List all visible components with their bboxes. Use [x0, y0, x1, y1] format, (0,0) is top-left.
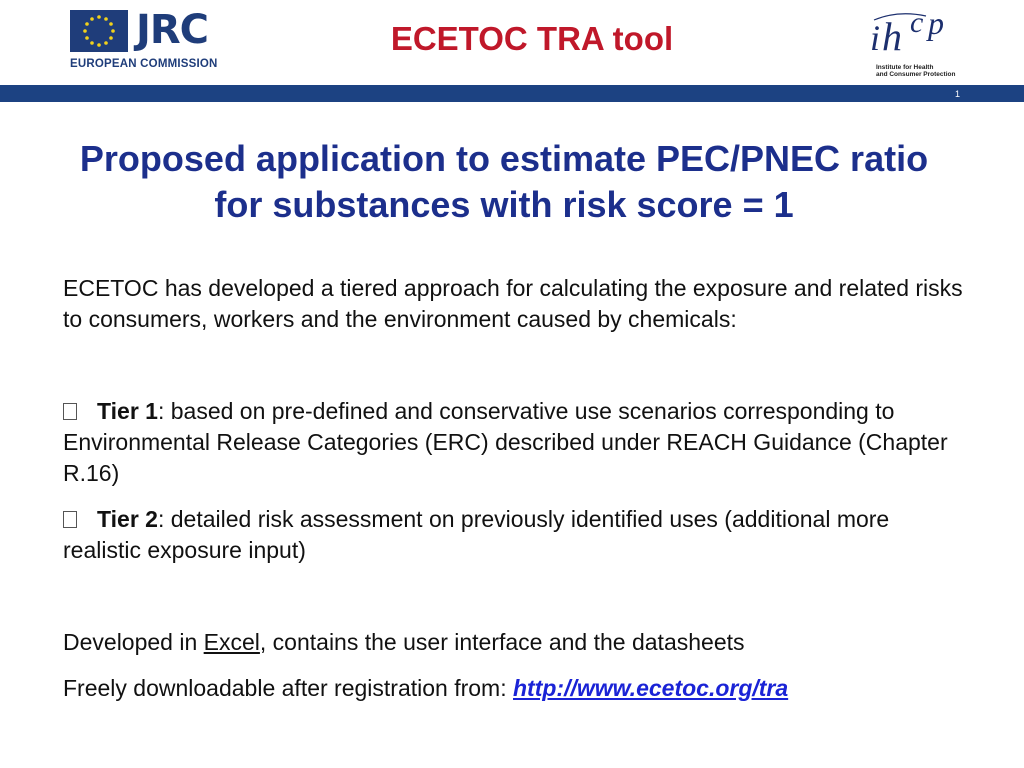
ihcp-logo	[860, 6, 970, 82]
tier-1-text: : based on pre-defined and conservative use scenarios corresponding to Environmental Release Categories (ERC) described under REACH Guidance (Chapter R.16)	[63, 398, 948, 486]
svg-text:i: i	[870, 18, 881, 58]
tier-1-bullet	[63, 396, 963, 489]
tier-2-text: : detailed risk assessment on previously identified uses (additional more realistic exposure input)	[63, 506, 890, 563]
download-line	[63, 673, 963, 704]
svg-text:h: h	[882, 14, 902, 59]
slide-title-line2: for substances with risk score = 1	[214, 184, 794, 225]
ihcp-caption	[876, 64, 955, 78]
svg-text:c: c	[910, 6, 924, 39]
header-band	[0, 85, 1024, 102]
tier-2-bullet	[63, 504, 963, 566]
tier-1-label: Tier 1	[97, 398, 158, 424]
slide-header	[0, 0, 1024, 85]
ihcp-logo-mark	[868, 6, 960, 62]
ecetoc-tra-link[interactable]: http://www.ecetoc.org/tra	[513, 675, 789, 701]
tier-2-label: Tier 2	[97, 506, 158, 532]
european-commission-label: EUROPEAN COMMISSION	[70, 58, 218, 70]
developed-prefix: Developed in	[63, 629, 204, 655]
excel-link[interactable]: Excel	[203, 629, 260, 655]
slide-number: 1	[954, 89, 960, 99]
bullet-box-icon	[63, 403, 77, 420]
download-prefix: Freely downloadable after registration from:	[63, 675, 513, 701]
slide-title	[0, 136, 1008, 228]
jrc-logo-text: JRC	[136, 7, 209, 53]
ihcp-caption-line1: Institute for Health	[876, 64, 934, 71]
bullet-box-icon	[63, 511, 77, 528]
slide-title-line1: Proposed application to estimate PEC/PNEC ratio	[79, 138, 929, 179]
intro-paragraph: ECETOC has developed a tiered approach for calculating the exposure and related risks to consumers, workers and the environment caused by chemicals:	[63, 275, 963, 332]
svg-text:p: p	[928, 6, 944, 41]
developed-suffix: , contains the user interface and the datasheets	[259, 629, 745, 655]
developed-in-line	[63, 627, 963, 658]
header-title: ECETOC TRA tool	[390, 20, 674, 57]
ihcp-caption-line2: and Consumer Protection	[876, 71, 956, 78]
